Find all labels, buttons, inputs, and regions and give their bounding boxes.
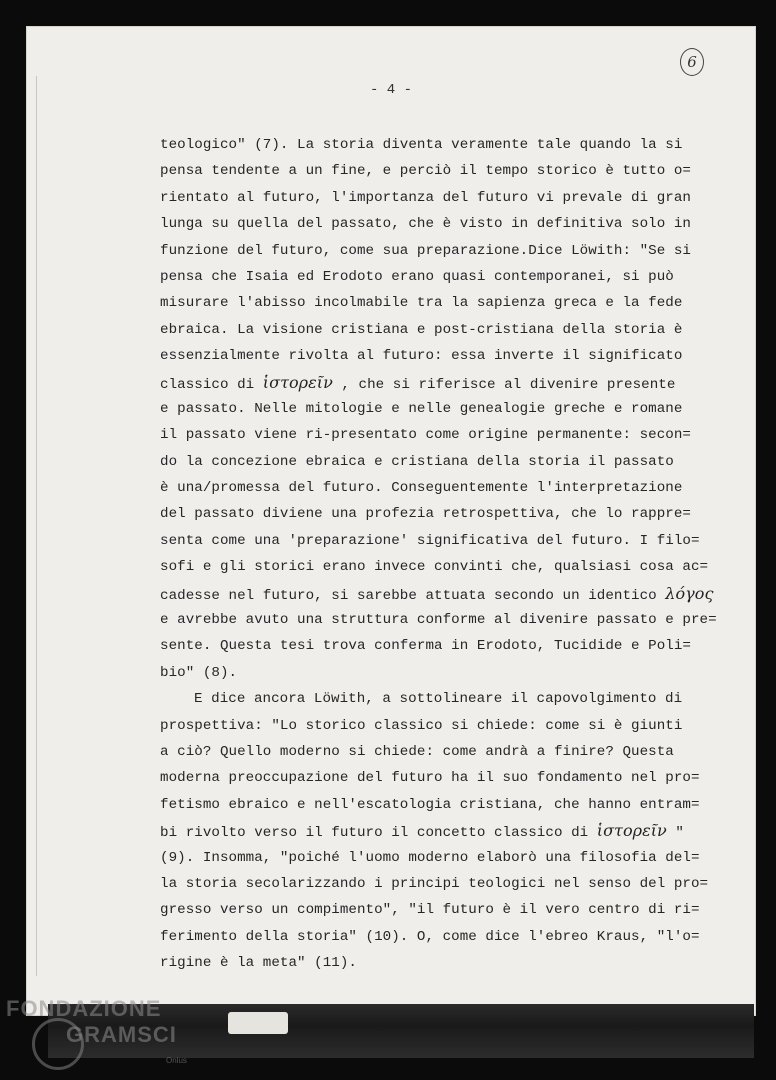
text-line: rigine è la meta" (11). xyxy=(160,955,357,972)
text-line: ebraica. La visione cristiana e post-cristiana della storia è xyxy=(160,321,683,338)
handwritten-greek-word: ἱστορεῖν xyxy=(262,372,333,392)
text-line: senta come una 'preparazione' significativa del futuro. I filo= xyxy=(160,532,700,549)
page-number: - 4 - xyxy=(369,82,412,98)
handwritten-sheet-number: 6 xyxy=(680,48,704,76)
text-line: teologico" (7). La storia diventa veramente tale quando la si xyxy=(160,137,683,153)
text-line: prospettiva: "Lo storico classico si chiede: come si è giunti xyxy=(160,717,683,734)
body-text xyxy=(160,132,720,977)
text-segment: , che si riferisce al divenire presente xyxy=(332,376,676,393)
watermark xyxy=(6,996,187,1065)
text-line: do la concezione ebraica e cristiana della storia il passato xyxy=(160,453,674,470)
handwritten-greek-word: ἱστορεῖν xyxy=(596,821,667,841)
watermark-small: Onlus xyxy=(166,1056,187,1065)
scan-notch xyxy=(228,1012,288,1034)
text-segment: " xyxy=(666,825,684,842)
text-line: a ciò? Quello moderno si chiede: come andrà a finire? Questa xyxy=(160,743,674,760)
text-line: lunga su quella del passato, che è visto in definitiva solo in xyxy=(160,216,691,233)
text-line: misurare l'abisso incolmabile tra la sapienza greca e la fede xyxy=(160,295,683,312)
text-line xyxy=(160,370,720,396)
text-line xyxy=(160,581,720,607)
watermark-line2: GRAMSCI xyxy=(66,1022,177,1047)
document-page xyxy=(26,26,756,1016)
text-segment: classico di xyxy=(160,376,263,393)
text-segment: cadesse nel futuro, si sarebbe attuata secondo un identico xyxy=(160,587,666,604)
text-line: bio" (8). xyxy=(160,664,238,681)
text-line: (9). Insomma, "poiché l'uomo moderno elaborò una filosofia del= xyxy=(160,849,700,866)
text-line: sofi e gli storici erano invece convinti che, qualsiasi cosa ac= xyxy=(160,559,709,576)
text-line: moderna preoccupazione del futuro ha il suo fondamento nel pro= xyxy=(160,770,700,787)
text-line: E dice ancora Löwith, a sottolineare il capovolgimento di xyxy=(194,691,683,708)
text-line: fetismo ebraico e nell'escatologia cristiana, che hanno entram= xyxy=(160,796,700,813)
text-line: ferimento della storia" (10). O, come dice l'ebreo Kraus, "l'o= xyxy=(160,928,700,945)
text-line: è una/promessa del futuro. Conseguentemente l'interpretazione xyxy=(160,480,683,497)
text-line: funzione del futuro, come sua preparazione.Dice Löwith: "Se si xyxy=(160,242,691,259)
text-line: gresso verso un compimento", "il futuro è il vero centro di ri= xyxy=(160,902,700,919)
text-line: la storia secolarizzando i principi teologici nel senso del pro= xyxy=(160,875,709,892)
text-line: del passato diviene una profezia retrospettiva, che lo rappre= xyxy=(160,506,691,523)
text-line: il passato viene ri-presentato come origine permanente: secon= xyxy=(160,427,691,444)
text-line: rientato al futuro, l'importanza del futuro vi prevale di gran xyxy=(160,189,691,206)
text-line xyxy=(160,818,720,844)
text-line: e avrebbe avuto una struttura conforme al divenire passato e pre= xyxy=(160,612,717,629)
text-line: sente. Questa tesi trova conferma in Erodoto, Tucidide e Poli= xyxy=(160,638,691,655)
text-segment: bi rivolto verso il futuro il concetto classico di xyxy=(160,825,597,842)
watermark-line1: FONDAZIONE xyxy=(6,996,162,1021)
text-line: essenzialmente rivolta al futuro: essa inverte il significato xyxy=(160,348,683,365)
text-line: pensa tendente a un fine, e perciò il tempo storico è tutto o= xyxy=(160,163,691,180)
text-line: pensa che Isaia ed Erodoto erano quasi contemporanei, si può xyxy=(160,268,674,285)
text-line: e passato. Nelle mitologie e nelle genealogie greche e romane xyxy=(160,400,683,417)
handwritten-greek-word: λόγος xyxy=(665,583,714,603)
